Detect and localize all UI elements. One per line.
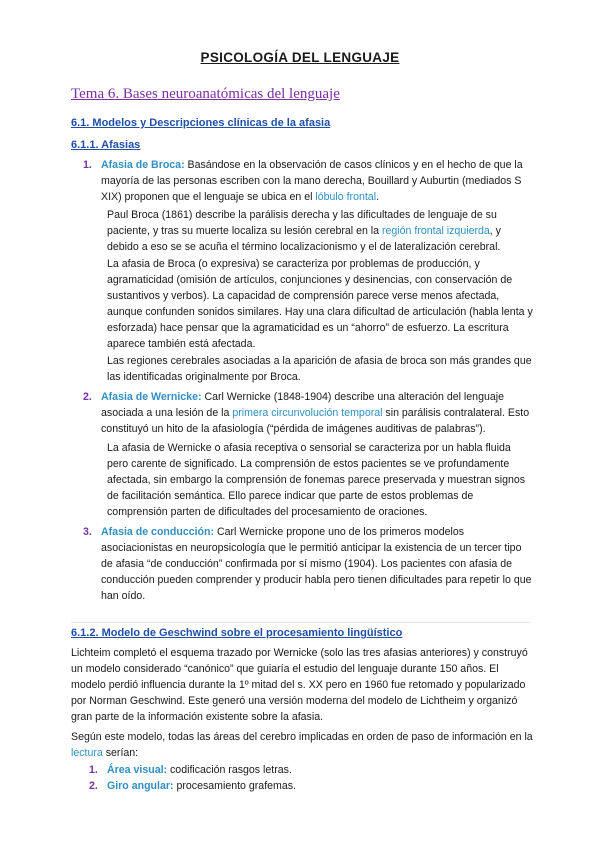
conduccion-term: Afasia de conducción: bbox=[101, 526, 215, 538]
geschwind-paragraph-2: Según este modelo, todas las áreas del cerebro implicadas en orden de paso de información en la lectura serían: bbox=[71, 731, 533, 760]
list-number: 3. bbox=[83, 526, 92, 538]
list-item-term: Giro angular: bbox=[107, 780, 174, 792]
section-heading-6-1-1: 6.1.1. Afasias bbox=[71, 139, 141, 151]
list-item: Giro angular: procesamiento grafemas. bbox=[107, 780, 296, 792]
list-item: Área visual: codificación rasgos letras. bbox=[107, 764, 292, 776]
list-number: 1. bbox=[83, 159, 92, 171]
section-heading-6-1: 6.1. Modelos y Descripciones clínicas de la afasia bbox=[71, 117, 331, 129]
highlight-term: región frontal izquierda bbox=[382, 225, 490, 238]
broca-term: Afasia de Broca: bbox=[101, 159, 185, 171]
highlight-term: lóbulo frontal bbox=[315, 191, 377, 204]
broca-paragraph-1: Paul Broca (1861) describe la parálisis derecha y las dificultades de lenguaje de su paciente, y tras su muerte localiza su lesión cerebral en la región frontal izquierda, y debido a eso se se acuña el término localizacionismo y el de lateralización cerebral. bbox=[107, 209, 501, 254]
conduccion-paragraph: Afasia de conducción: Carl Wernicke propone uno de los primeros modelos asociacionistas en neuropsicología que le permitió anticipar la existencia de un tercer tipo de afasia “de conducción” confirmada por sí mismo (1904). Los pacientes con afasia de conducción pueden comprender y producir habla pero tienen dificultades para repetir lo que han oído. bbox=[101, 526, 532, 603]
section-divider bbox=[71, 622, 530, 623]
geschwind-paragraph-1: Lichteim completó el esquema trazado por Wernicke (solo las tres afasias anteriores) y construyó un modelo considerado “canónico” que guiaría el estudio del lenguaje durante 150 años. El modelo perdió influencia durante la 1º mitad del s. XX pero en 1960 fue retomado y popularizado por Norman Geschwind. Este generó una versión moderna del modelo de Lichtheim y organizó gran parte de la información existente sobre la afasia. bbox=[71, 647, 528, 724]
wernicke-intro: Afasia de Wernicke: Carl Wernicke (1848-1904) describe una alteración del lenguaje asociada a una lesión de la primera circunvolución temporal sin parálisis contralateral. Esto constituyó un hito de la afasiología (“pérdida de imágenes auditivas de palabras”). bbox=[101, 391, 530, 436]
broca-intro: Afasia de Broca: Basándose en la observación de casos clínicos y en el hecho de que la mayoría de las personas escriben con la mano derecha, Bouillard y Auburtin (mediados S XIX) proponen que el lenguaje se ubica en el lóbulo frontal. bbox=[101, 159, 523, 204]
broca-paragraph-2: La afasia de Broca (o expresiva) se caracteriza por problemas de producción, y agramaticidad (omisión de artículos, conjunciones y desinencias, con conservación de sustantivos y verbos). La capacidad de comprensión parece verse menos afectada, aunque confunden sonidos similares. Hay una clara dificultad de articulación (habla lenta y esforzada) hace pensar que la agramaticidad es un “ahorro” de esfuerzo. La escritura aparece también está afectada. bbox=[107, 258, 533, 351]
list-number: 2. bbox=[83, 391, 92, 403]
list-number: 2. bbox=[89, 780, 98, 792]
highlight-term: primera circunvolución temporal bbox=[232, 407, 383, 420]
document-title: PSICOLOGÍA DEL LENGUAJE bbox=[200, 50, 400, 65]
highlight-term: lectura bbox=[71, 747, 103, 760]
wernicke-term: Afasia de Wernicke: bbox=[101, 391, 202, 403]
broca-paragraph-3: Las regiones cerebrales asociadas a la aparición de afasia de broca son más grandes que las identificadas originalmente por Broca. bbox=[107, 355, 532, 384]
list-number: 1. bbox=[89, 764, 98, 776]
list-item-term: Área visual: bbox=[107, 764, 168, 776]
wernicke-paragraph-1: La afasia de Wernicke o afasia receptiva o sensorial se caracteriza por un habla fluida pero carente de significado. La comprensión de estos pacientes se ve profundamente afectada, sin embargo la comprensión de fonemas parece preservada y muestran signos de facilitación semántica. Ello parece indicar que parte de estos problemas de comprensión parten de dificultades del procesamiento de oraciones. bbox=[107, 442, 526, 519]
chapter-heading: Tema 6. Bases neuroanatómicas del lenguaje bbox=[71, 86, 340, 102]
section-heading-6-1-2: 6.1.2. Modelo de Geschwind sobre el procesamiento lingüístico bbox=[71, 627, 403, 639]
